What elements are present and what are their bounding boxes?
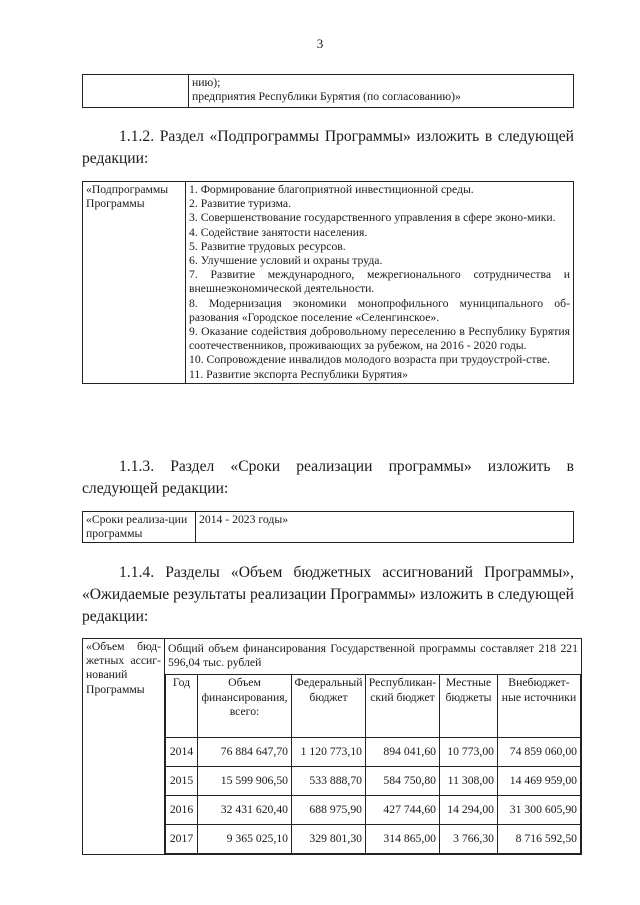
cell-extrabudgetary: 8 716 592,50	[498, 825, 581, 854]
subprogram-item: 8. Модернизация экономики монопрофильного муниципального об-разования «Городское поселение «Селенгинское».	[189, 296, 570, 324]
cell-year: 2014	[166, 738, 198, 767]
section-1-1-4	[82, 562, 574, 628]
table-row	[166, 796, 581, 825]
cell-total: 32 431 620,40	[198, 796, 292, 825]
terms-label: «Сроки реализа-ции программы	[83, 512, 196, 543]
cell-total: 76 884 647,70	[198, 738, 292, 767]
cell-local: 11 308,00	[440, 767, 498, 796]
subprograms-label: «Подпрограммы Программы	[83, 182, 186, 384]
subprograms-table	[82, 181, 574, 384]
table-row	[166, 825, 581, 854]
col-extrabudgetary: Внебюджет-ные источники	[498, 675, 581, 738]
subprogram-item: 10. Сопровождение инвалидов молодого возраста при трудоустрой-стве.	[189, 353, 551, 367]
cell-republican: 427 744,60	[366, 796, 440, 825]
continued-table-text-cell	[189, 75, 574, 108]
page-number: 3	[316, 36, 324, 51]
col-year: Год	[166, 675, 198, 738]
continued-table-label-cell	[83, 75, 189, 108]
col-local: Местные бюджеты	[440, 675, 498, 738]
budget-label: «Объем бюд-жетных ассиг-нований Программы	[83, 639, 165, 855]
cell-local: 10 773,00	[440, 738, 498, 767]
cell-federal: 533 888,70	[292, 767, 366, 796]
subprogram-item: 1. Формирование благоприятной инвестиционной среды.	[189, 183, 474, 196]
cell-extrabudgetary: 74 859 060,00	[498, 738, 581, 767]
continued-line: предприятия Республики Бурятия (по согласованию)»	[192, 90, 461, 104]
subprograms-list	[186, 182, 574, 384]
cell-year: 2017	[166, 825, 198, 854]
cell-total: 15 599 906,50	[198, 767, 292, 796]
continued-line: нию);	[192, 76, 221, 89]
cell-local: 3 766,30	[440, 825, 498, 854]
subprogram-item: 9. Оказание содействия добровольному переселению в Республику Бурятия соотечественников, проживающих за рубежом, на 2016 - 2020 годы.	[189, 325, 570, 353]
cell-extrabudgetary: 31 300 605,90	[498, 796, 581, 825]
table-row	[166, 738, 581, 767]
cell-total: 9 365 025,10	[198, 825, 292, 854]
subprogram-item: 5. Развитие трудовых ресурсов.	[189, 239, 346, 253]
budget-content	[165, 639, 582, 855]
col-republican: Республикан-ский бюджет	[366, 675, 440, 738]
cell-year: 2016	[166, 796, 198, 825]
cell-republican: 894 041,60	[366, 738, 440, 767]
section-1-1-3-text: 1.1.3. Раздел «Сроки реализации программы» изложить в следующей редакции:	[82, 458, 574, 497]
subprogram-item: 2. Развитие туризма.	[189, 197, 292, 211]
financing-header-row	[166, 675, 581, 738]
terms-value: 2014 - 2023 годы»	[196, 512, 574, 543]
subprogram-item: 4. Содействие занятости населения.	[189, 225, 368, 239]
cell-extrabudgetary: 14 469 959,00	[498, 767, 581, 796]
subprogram-item: 7. Развитие международного, межрегионального сотрудничества и внешнеэкономической деятельности.	[189, 268, 570, 296]
cell-year: 2015	[166, 767, 198, 796]
budget-table	[82, 638, 582, 855]
col-federal: Федеральный бюджет	[292, 675, 366, 738]
cell-federal: 688 975,90	[292, 796, 366, 825]
col-total: Объем финансирования, всего:	[198, 675, 292, 738]
section-1-1-4-text: 1.1.4. Разделы «Объем бюджетных ассигнований Программы», «Ожидаемые результаты реализации Программы» изложить в следующей редакции:	[82, 564, 574, 625]
section-1-1-2	[82, 126, 574, 170]
cell-local: 14 294,00	[440, 796, 498, 825]
cell-federal: 329 801,30	[292, 825, 366, 854]
cell-republican: 584 750,80	[366, 767, 440, 796]
terms-table	[82, 511, 574, 543]
subprogram-item: 6. Улучшение условий и охраны труда.	[189, 254, 383, 268]
budget-intro: Общий объем финансирования Государственной программы составляет 218 221 596,04 тыс. рублей	[168, 642, 578, 670]
section-1-1-3	[82, 456, 574, 500]
section-1-1-2-text: 1.1.2. Раздел «Подпрограммы Программы» изложить в следующей редакции:	[82, 128, 574, 167]
cell-republican: 314 865,00	[366, 825, 440, 854]
cell-federal: 1 120 773,10	[292, 738, 366, 767]
subprogram-item: 3. Совершенствование государственного управления в сфере эконо-мики.	[189, 211, 556, 225]
continued-table	[82, 74, 574, 108]
subprogram-item: 11. Развитие экспорта Республики Бурятия»	[189, 367, 409, 381]
financing-table	[165, 674, 581, 854]
table-row	[166, 767, 581, 796]
